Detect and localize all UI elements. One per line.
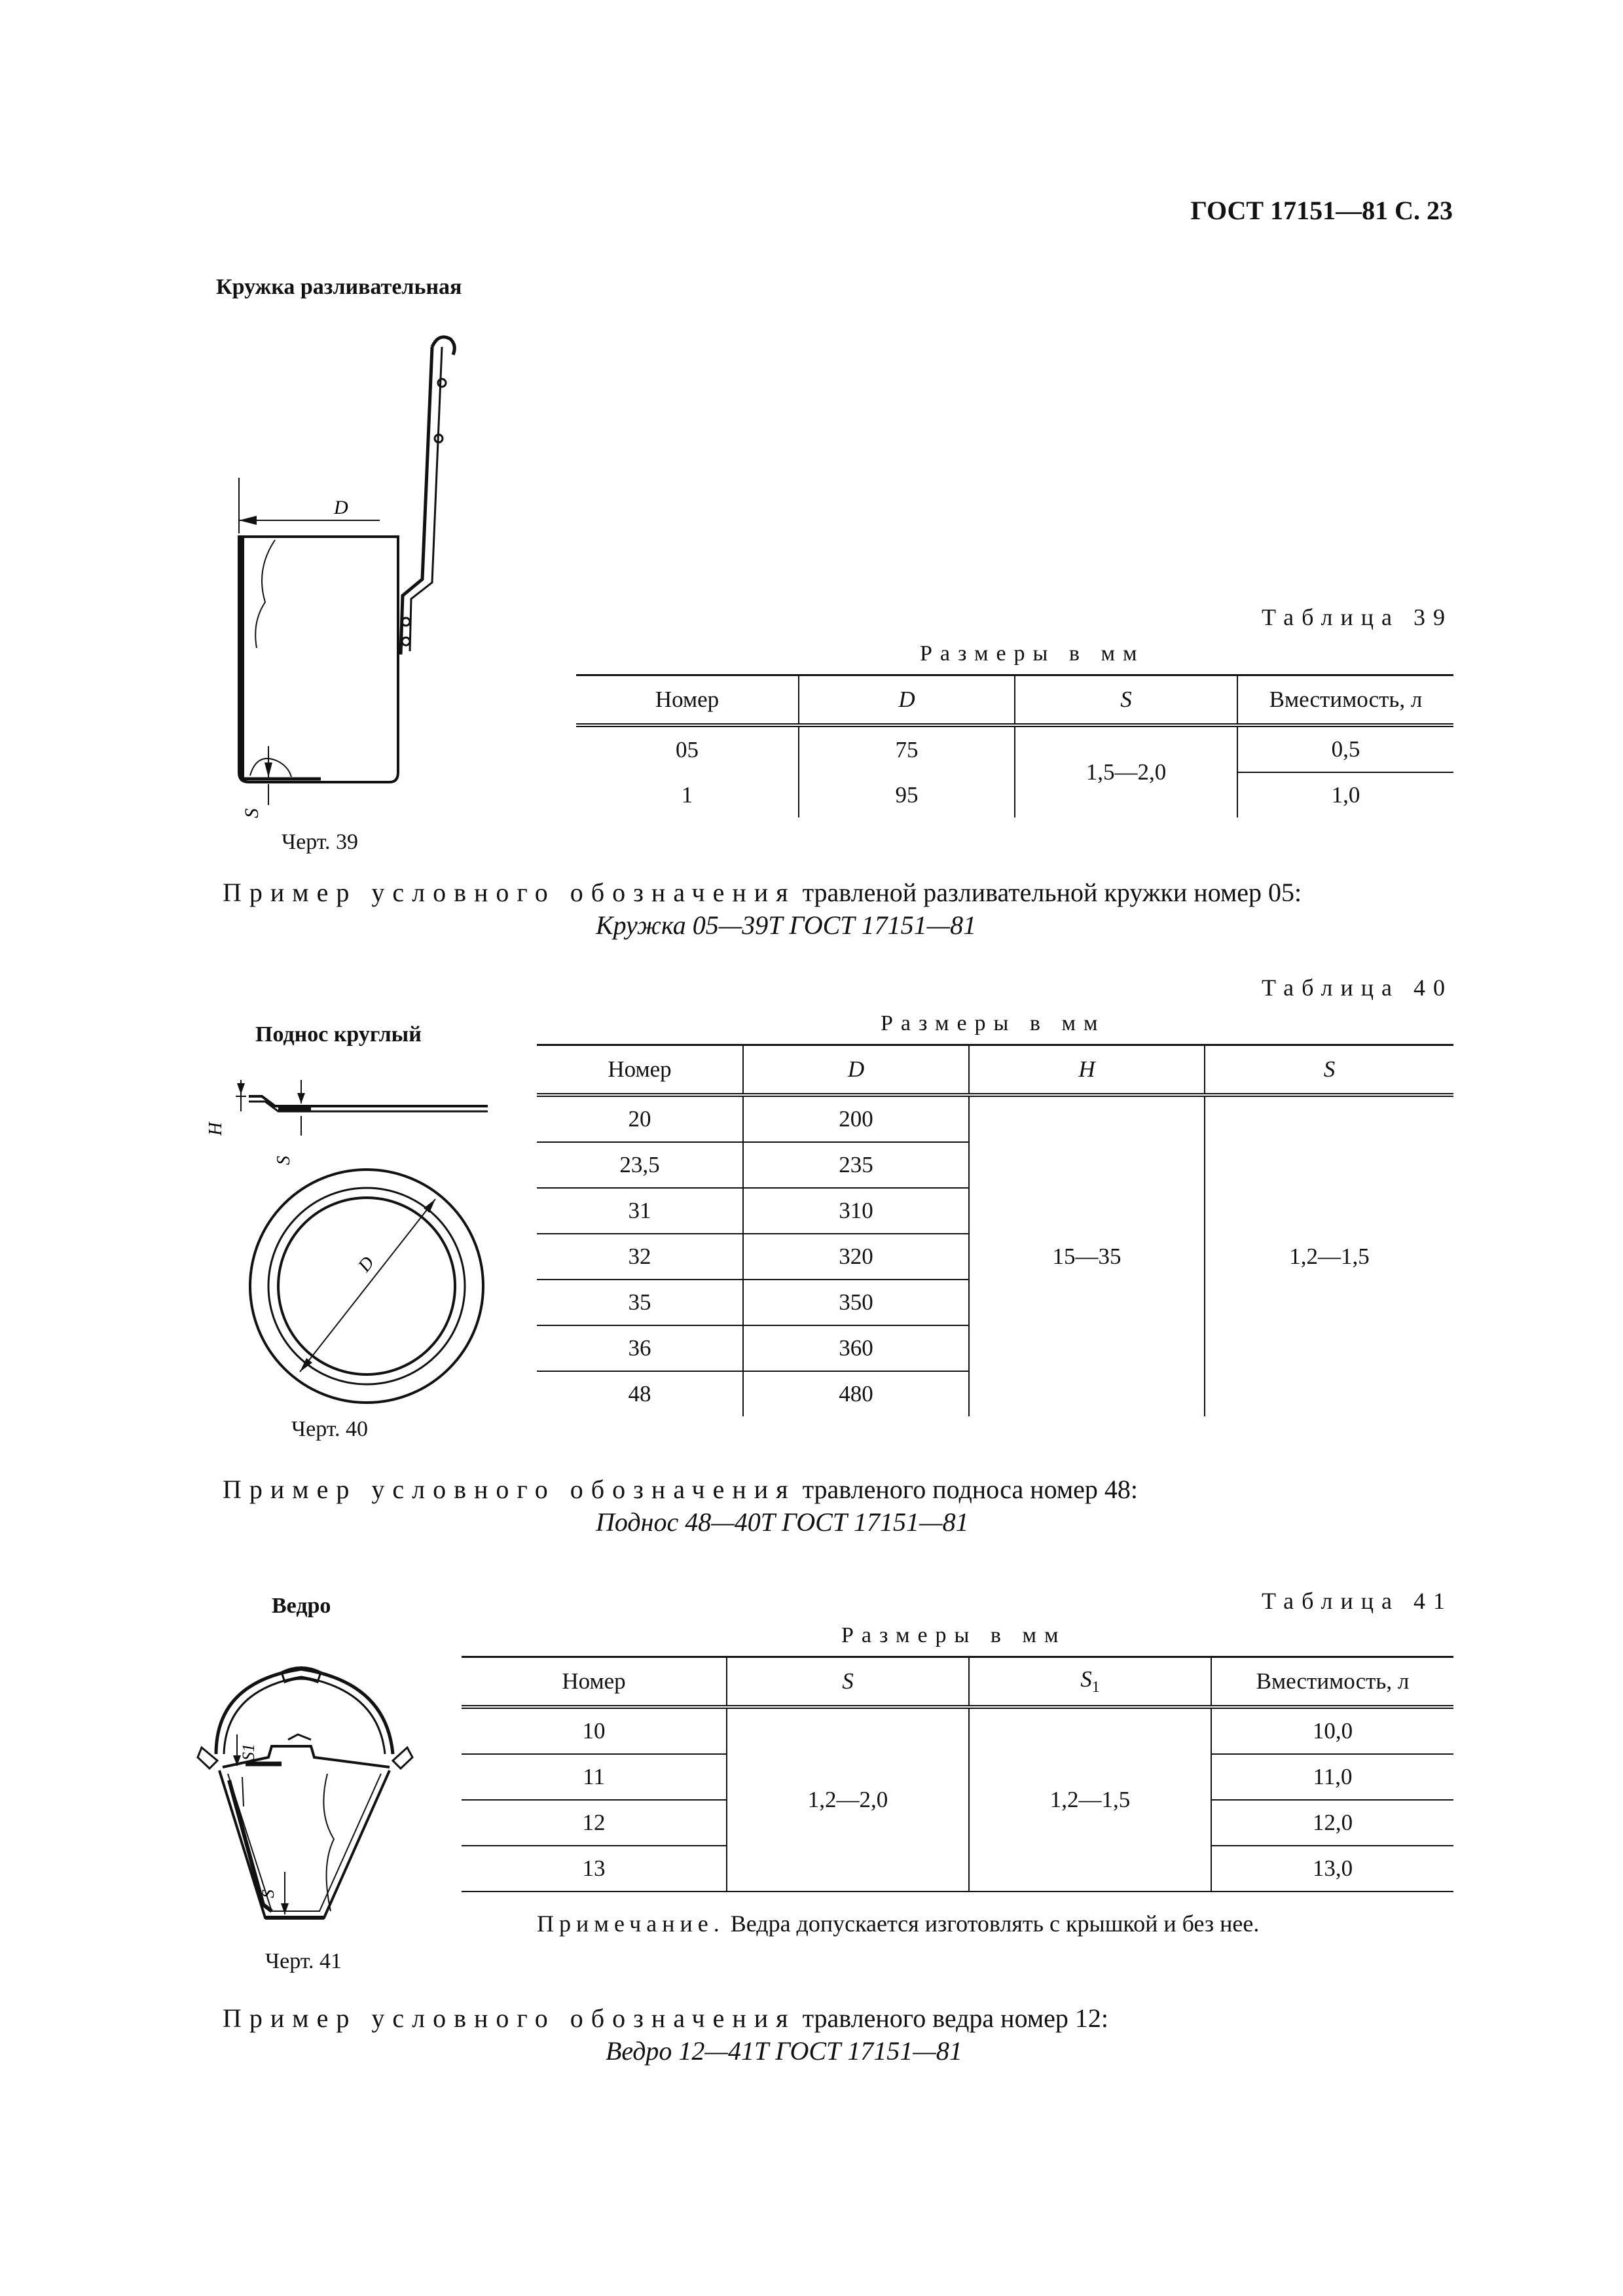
units-41: Размеры в мм [841,1623,1067,1647]
dim-label-s1-41: S1 [239,1744,258,1761]
cell-number: 05 [676,736,699,762]
col-header: S [1205,1045,1453,1096]
cell-s1: 1,2—1,5 [969,1707,1211,1892]
cell-number: 32 [537,1234,743,1280]
cell-capacity: 11,0 [1211,1754,1453,1800]
table-39 [576,674,1453,817]
col-header: Вместимость, л [1211,1657,1453,1708]
cell-s: 1,5—2,0 [1015,725,1237,817]
cell-d: 95 [799,772,1015,817]
drawing-40-tray [203,1060,504,1440]
col-header-symbol: S [1080,1666,1092,1692]
table-row [576,725,1453,772]
cell-d: 480 [743,1371,969,1416]
page-header: ГОСТ 17151—81 С. 23 [1190,196,1453,225]
cell-capacity: 12,0 [1211,1800,1453,1846]
cell-number: 35 [537,1280,743,1325]
cell-s: 1,2—1,5 [1205,1095,1453,1416]
cell-number: 1 [681,781,693,808]
col-header: H [969,1045,1205,1096]
section-title-39: Кружка разливательная [216,275,462,299]
example-text: травленого ведра номер 12: [795,2003,1108,2033]
dim-label-s-40: S [274,1156,294,1165]
caption-40: Черт. 40 [291,1417,369,1441]
note-label: Примечание. [537,1910,725,1937]
cell-number: 12 [462,1800,727,1846]
col-header: S [727,1657,969,1708]
cell-capacity: 10,0 [1211,1707,1453,1754]
dim-label-s-39: S [241,808,263,818]
table-row [537,1095,1453,1142]
col-header: Вместимость, л [1237,675,1453,726]
cell-number: 36 [537,1325,743,1371]
units-40: Размеры в мм [881,1011,1106,1035]
col-header: D [743,1045,969,1096]
drawing-41-bucket [190,1649,426,1957]
cell-d: 320 [743,1234,969,1280]
example-prefix: Пример условного обозначения [223,2003,796,2033]
units-39: Размеры в мм [920,641,1145,666]
dim-label-h-40: H [206,1122,226,1136]
table-label-40: Таблица 40 [1262,975,1453,1001]
example-39 [223,877,1302,908]
cell-number: 48 [628,1381,651,1407]
example-text: травленого подноса номер 48: [795,1475,1139,1504]
cell-number: 11 [462,1754,727,1800]
cell-number: 10 [462,1707,727,1754]
cell-capacity: 13,0 [1211,1846,1453,1892]
cell-d: 350 [743,1280,969,1325]
note-text: Ведра допускается изготовлять с крышкой и без нее. [724,1910,1260,1937]
col-header: D [799,675,1015,726]
col-header [969,1657,1211,1708]
cell-s: 1,2—2,0 [727,1707,969,1892]
example-prefix: Пример условного обозначения [223,1475,796,1504]
example-40 [223,1474,1138,1505]
cell-number: 20 [537,1095,743,1142]
cell-number: 23,5 [537,1142,743,1188]
cell-capacity: 0,5 [1237,725,1453,772]
table-row [462,1707,1453,1754]
caption-39: Черт. 39 [282,830,359,854]
cell-d: 235 [743,1142,969,1188]
caption-41: Черт. 41 [265,1949,342,1973]
cell-d: 75 [799,725,1015,772]
cell-capacity: 1,0 [1237,772,1453,817]
col-header: Номер [462,1657,727,1708]
example-text: травленой разливательной кружки номер 05: [795,878,1302,907]
example-41 [223,2003,1108,2034]
col-header: Номер [576,675,799,726]
section-title-41: Ведро [272,1594,331,1618]
cell-number: 31 [537,1188,743,1234]
table-label-41: Таблица 41 [1262,1588,1453,1614]
designation-40: Поднос 48—40Т ГОСТ 17151—81 [596,1507,969,1537]
table-40 [537,1044,1453,1416]
dim-label-d-39: D [334,497,348,518]
table-41 [462,1656,1453,1892]
example-prefix: Пример условного обозначения [223,878,796,907]
designation-41: Ведро 12—41Т ГОСТ 17151—81 [606,2036,962,2066]
designation-39: Кружка 05—39Т ГОСТ 17151—81 [596,910,977,940]
cell-h: 15—35 [969,1095,1205,1416]
drawing-39-mug [216,321,504,857]
col-header-subscript: 1 [1091,1679,1100,1696]
cell-d: 360 [743,1325,969,1371]
col-header: Номер [537,1045,743,1096]
col-header: S [1015,675,1237,726]
note-41 [537,1910,1259,1937]
cell-d: 310 [743,1188,969,1234]
dim-label-s-41: S [259,1890,278,1898]
cell-d: 200 [743,1095,969,1142]
table-label-39: Таблица 39 [1262,604,1453,630]
dim-label-d-40: D [354,1253,378,1276]
cell-number: 13 [462,1846,727,1892]
section-title-40: Поднос круглый [255,1022,422,1047]
